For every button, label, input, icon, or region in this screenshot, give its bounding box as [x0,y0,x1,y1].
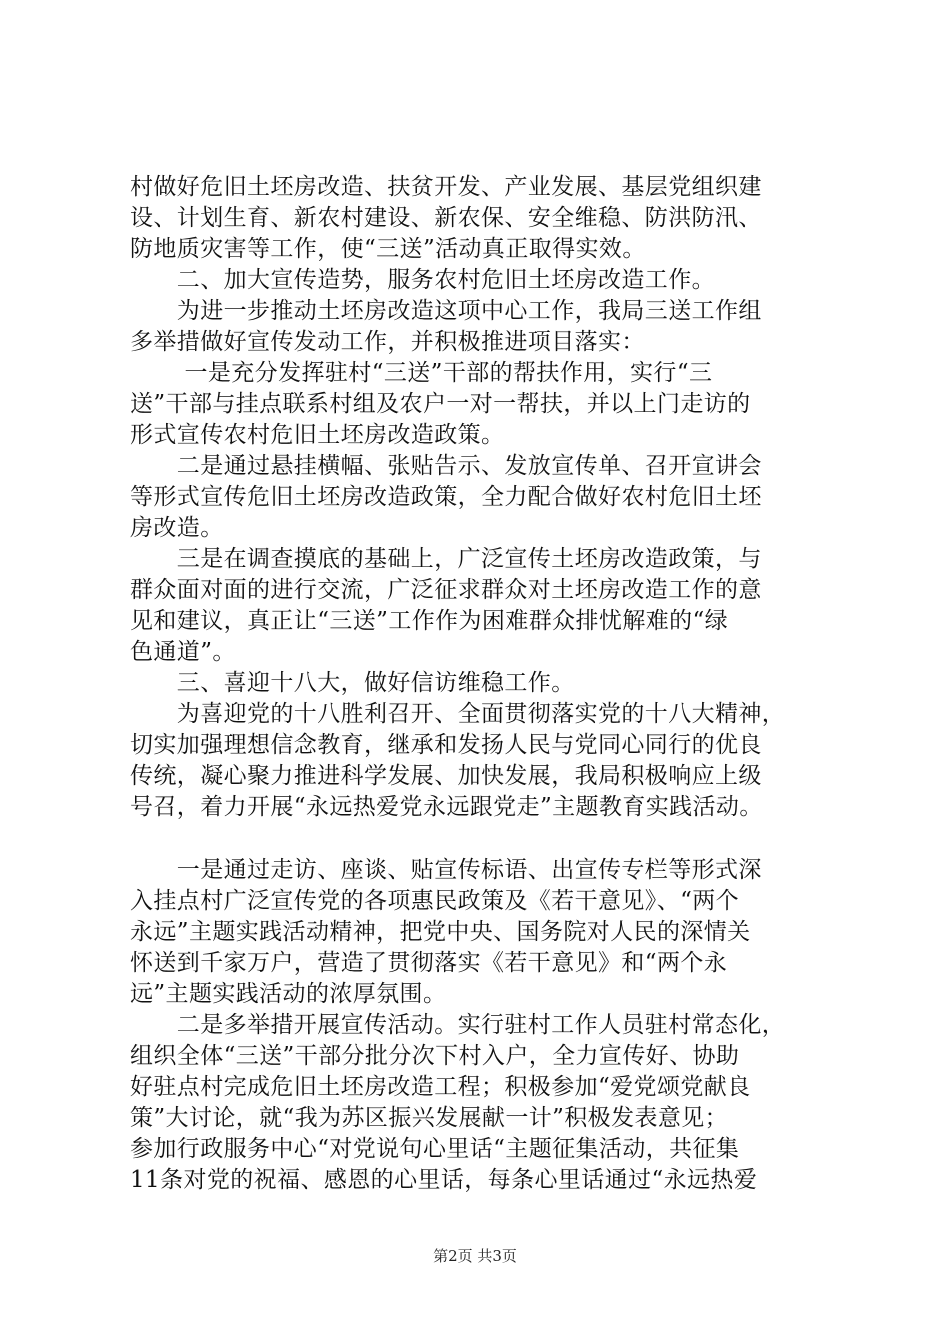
body-line: 设、计划生育、新农村建设、新农保、安全维稳、防洪防汛、 [130,205,762,231]
body-line: 村做好危旧土坯房改造、扶贫开发、产业发展、基层党组织建 [130,174,762,200]
blank-line [130,823,850,855]
page-footer: 第2页 共3页 [433,1247,517,1265]
body-line: 参加行政服务中心“对党说句心里话“主题征集活动，共征集 [130,1136,740,1162]
body-line: 见和建议，真正让“三送”工作作为困难群众排忧解难的“绿 [130,608,729,634]
body-line: 群众面对面的进行交流，广泛征求群众对土坯房改造工作的意 [130,577,762,603]
body-line: 入挂点村广泛宣传党的各项惠民政策及《若干意见》、“两个 [130,888,740,914]
body-line: 二是多举措开展宣传活动。实行驻村工作人员驻村常态化， [130,1012,786,1038]
body-line: 切实加强理想信念教育，继承和发扬人民与党同心同行的优良 [130,732,762,758]
body-line: 三是在调查摸底的基础上，广泛宣传土坯房改造政策，与 [130,546,762,572]
body-line: 好驻点村完成危旧土坯房改造工程；积极参加“爱党颂党献良 [130,1074,751,1100]
body-line: 传统，凝心聚力推进科学发展、加快发展，我局积极响应上级 [130,763,762,789]
document-body [130,172,850,1196]
body-line: 形式宣传农村危旧土坯房改造政策。 [130,422,505,448]
body-line: 远”主题实践活动的浓厚氛围。 [130,981,447,1007]
body-line: 送”干部与挂点联系村组及农户一对一帮扶，并以上门走访的 [130,391,751,417]
body-line: 11条对党的祝福、感恩的心里话，每条心里话通过“永远热爱 [130,1167,758,1193]
body-line: 为进一步推动土坯房改造这项中心工作，我局三送工作组 [130,298,762,324]
body-line: 多举措做好宣传发动工作，并积极推进项目落实： [130,329,645,355]
body-line: 等形式宣传危旧土坯房改造政策，全力配合做好农村危旧土坯 [130,484,762,510]
body-line: 二是通过悬挂横幅、张贴告示、发放宣传单、召开宣讲会 [130,453,762,479]
body-line: 一是充分发挥驻村“三送”干部的帮扶作用，实行“三 [130,360,713,386]
body-line: 为喜迎党的十八胜利召开、全面贯彻落实党的十八大精神， [130,701,786,727]
body-line: 永远”主题实践活动精神，把党中央、国务院对人民的深情关 [130,919,751,945]
body-line: 房改造。 [130,515,224,541]
body-line: 怀送到千家万户，营造了贯彻落实《若干意见》和“两个永 [130,950,728,976]
section-heading: 三、喜迎十八大，做好信访维稳工作。 [130,670,575,696]
body-line: 号召，着力开展“永远热爱党永远跟党走”主题教育实践活动。 [130,794,763,820]
body-line: 策”大讨论，就“我为苏区振兴发展献一计”积极发表意见； [130,1105,729,1131]
body-line: 组织全体“三送”干部分批分次下村入户，全力宣传好、协助 [130,1043,740,1069]
body-line: 色通道”。 [130,639,236,665]
section-heading: 二、加大宣传造势，服务农村危旧土坯房改造工作。 [130,267,715,293]
body-line: 一是通过走访、座谈、贴宣传标语、出宣传专栏等形式深 [130,857,762,883]
body-line: 防地质灾害等工作，使“三送”活动真正取得实效。 [130,236,646,262]
